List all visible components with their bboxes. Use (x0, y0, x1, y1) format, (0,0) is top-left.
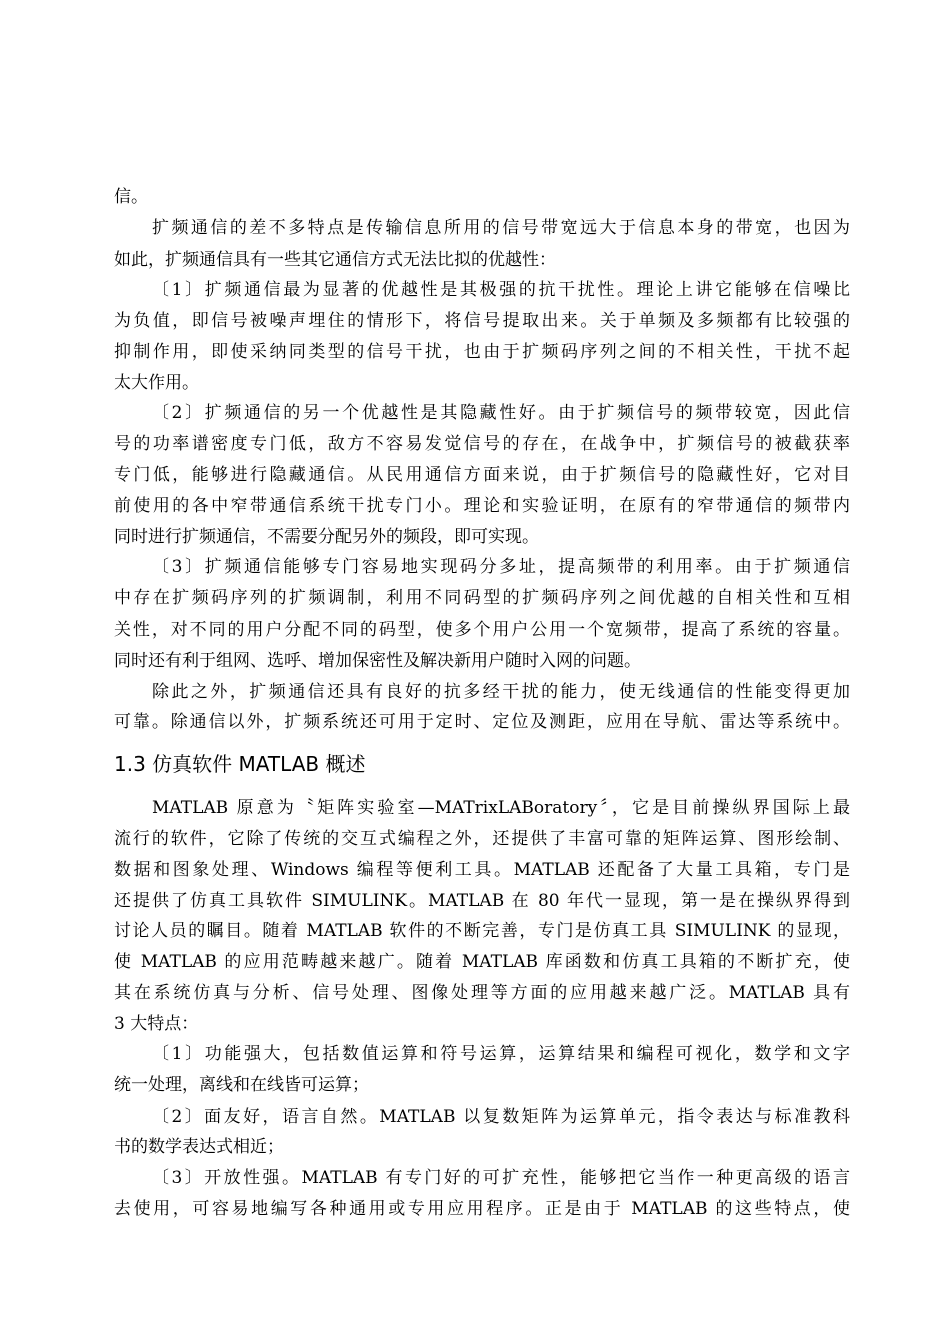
paragraph-line: 前使用的各中窄带通信系统干扰专门小。理论和实验证明，在原有的窄带通信的频带内 (114, 496, 850, 516)
paragraph-line: 数据和图象处理、Windows 编程等便利工具。MATLAB 还配备了大量工具箱，专门是 (114, 860, 850, 880)
paragraph-line: 为负值，即信号被噪声埋住的情形下，将信号提取出来。关于单频及多频都有比较强的 (114, 311, 850, 331)
paragraph-line: 同时还有利于组网、选呼、增加保密性及解决新用户随时入网的问题。 (114, 651, 641, 671)
paragraph-line: 〔1〕功能强大，包括数值运算和符号运算，运算结果和编程可视化，数学和文字 (152, 1044, 850, 1064)
paragraph-line: 统一处理，离线和在线皆可运算； (114, 1075, 369, 1095)
paragraph-line: 〔3〕扩频通信能够专门容易地实现码分多址，提高频带的利用率。由于扩频通信 (152, 557, 850, 577)
paragraph-line: 还提供了仿真工具软件 SIMULINK。MATLAB 在 80 年代一显现，第一是在操纵界得到 (114, 891, 850, 911)
paragraph-line: 信。 (114, 187, 148, 207)
paragraph-line: 〔1〕扩频通信最为显著的优越性是其极强的抗干扰性。理论上讲它能够在信噪比 (152, 280, 850, 300)
paragraph-line: 书的数学表达式相近； (114, 1137, 284, 1157)
paragraph-line: 专门低，能够进行隐藏通信。从民用通信方面来说，由于扩频信号的隐藏性好，它对目 (114, 465, 850, 485)
paragraph-line: 〔2〕扩频通信的另一个优越性是其隐藏性好。由于扩频信号的频带较宽，因此信 (152, 403, 850, 423)
paragraph-line: 使 MATLAB 的应用范畴越来越广。随着 MATLAB 库函数和仿真工具箱的不断扩充，使 (114, 952, 850, 972)
paragraph-line: 流行的软件，它除了传统的交互式编程之外，还提供了丰富可靠的矩阵运算、图形绘制、 (114, 829, 850, 849)
paragraph-line: 太大作用。 (114, 373, 199, 393)
paragraph-line: 去使用，可容易地编写各种通用或专用应用程序。正是由于 MATLAB 的这些特点，使 (114, 1199, 850, 1219)
paragraph-line: 号的功率谱密度专门低，敌方不容易发觉信号的存在，在战争中，扩频信号的被截获率 (114, 434, 850, 454)
paragraph-line: 除此之外，扩频通信还具有良好的抗多经干扰的能力，使无线通信的性能变得更加 (152, 682, 850, 702)
paragraph-line: 讨论人员的瞩目。随着 MATLAB 软件的不断完善，专门是仿真工具 SIMULINK 的显现， (114, 921, 850, 941)
paragraph-line: 其在系统仿真与分析、信号处理、图像处理等方面的应用越来越广泛。MATLAB 具有 (114, 983, 850, 1003)
paragraph-line: 〔2〕面友好，语言自然。MATLAB 以复数矩阵为运算单元，指令表达与标准教科 (152, 1107, 850, 1127)
paragraph-line: 关性，对不同的用户分配不同的码型，使多个用户公用一个宽频带，提高了系统的容量。 (114, 620, 850, 640)
paragraph-line: 〔3〕开放性强。MATLAB 有专门好的可扩充性，能够把它当作一种更高级的语言 (152, 1168, 850, 1188)
paragraph-line: 3 大特点： (114, 1014, 199, 1034)
section-heading: 1.3 仿真软件 MATLAB 概述 (114, 752, 366, 776)
paragraph-line: 扩频通信的差不多特点是传输信息所用的信号带宽远大于信息本身的带宽，也因为 (152, 218, 850, 238)
paragraph-line: 同时进行扩频通信，不需要分配另外的频段，即可实现。 (114, 527, 539, 547)
paragraph-line: 中存在扩频码序列的扩频调制，利用不同码型的扩频码序列之间优越的自相关性和互相 (114, 588, 850, 608)
paragraph-line: 如此，扩频通信具有一些其它通信方式无法比拟的优越性： (114, 250, 556, 270)
paragraph-line: 可靠。除通信以外，扩频系统还可用于定时、定位及测距，应用在导航、雷达等系统中。 (114, 712, 850, 732)
paragraph-line: 抑制作用，即使采纳同类型的信号干扰，也由于扩频码序列之间的不相关性，干扰不起 (114, 342, 850, 362)
paragraph-line: MATLAB 原意为〝矩阵实验室—MATrixLABoratory〞，它是目前操纵界国际上最 (152, 798, 850, 818)
